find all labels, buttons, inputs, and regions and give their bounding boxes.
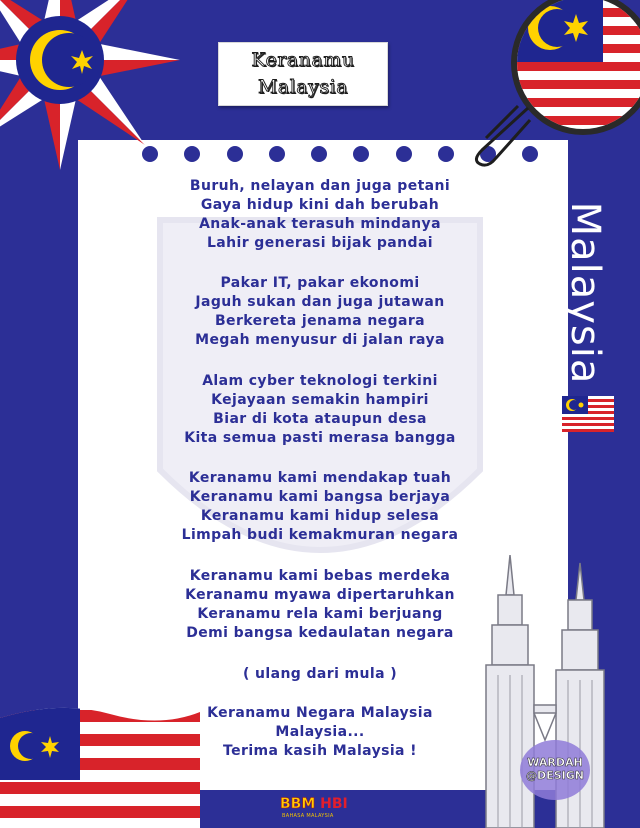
poem-line: Demi bangsa kedaulatan negara [186, 625, 454, 641]
poem-line: Gaya hidup kini dah berubah [200, 197, 440, 213]
binder-hole [311, 146, 327, 162]
binder-hole [227, 146, 243, 162]
poem-line: Kita semua pasti merasa bangga [184, 430, 456, 446]
poem-line: Megah menyusur di jalan raya [195, 332, 445, 348]
poem-line: Pakar IT, pakar ekonomi [220, 275, 420, 291]
waving-flag-icon [0, 700, 200, 828]
credit-text [522, 756, 588, 782]
title-line-2: Malaysia [257, 76, 349, 98]
poem-line: Berkereta jenama negara [214, 313, 425, 329]
poem-line: Keranamu kami bebas merdeka [189, 568, 451, 584]
poem-line: Terima kasih Malaysia ! [223, 743, 417, 759]
binder-hole [438, 146, 454, 162]
poem-line: Malaysia... [275, 724, 365, 740]
credit-line-2: @DESIGN [526, 769, 584, 782]
poem-line: Biar di kota ataupun desa [213, 411, 427, 427]
poem-line: Jaguh sukan dan juga jutawan [195, 294, 445, 310]
poem-line: Buruh, nelayan dan juga petani [189, 178, 451, 194]
paper-clip-icon [468, 100, 538, 170]
side-title-text: Malaysia [562, 201, 608, 385]
malaysia-flag-icon [562, 396, 614, 432]
title-line-1: Keranamu [251, 49, 355, 71]
poem-line: Keranamu kami bangsa berjaya [189, 489, 451, 505]
binder-hole [396, 146, 412, 162]
poem-line: Anak-anak terasuh mindanya [199, 216, 441, 232]
poem-line: Keranamu myawa dipertaruhkan [185, 587, 455, 603]
side-title [562, 201, 608, 385]
poem-line: Keranamu kami hidup selesa [200, 508, 440, 524]
poem-line: Kejayaan semakin hampiri [211, 392, 429, 408]
binder-hole [269, 146, 285, 162]
binder-hole [353, 146, 369, 162]
poem-line: Limpah budi kemakmuran negara [181, 527, 459, 543]
brand-logo-part-2: HBI [320, 796, 348, 812]
brand-logo [280, 796, 348, 812]
poem-line: Lahir generasi bijak pandai [206, 235, 433, 251]
poem-line-refrain: ( ulang dari mula ) [242, 666, 398, 682]
brand-logo-part-1: BBM [280, 796, 316, 812]
poem-line: Alam cyber teknologi terkini [202, 373, 438, 389]
credit-line-1: WARDAH [527, 756, 583, 769]
poem-line: Keranamu kami mendakap tuah [188, 470, 452, 486]
poem-line: Keranamu rela kami berjuang [197, 606, 443, 622]
poem-line: Keranamu Negara Malaysia [207, 705, 433, 721]
title-card [218, 42, 388, 106]
brand-subtitle: BAHASA MALAYSIA [282, 813, 334, 819]
